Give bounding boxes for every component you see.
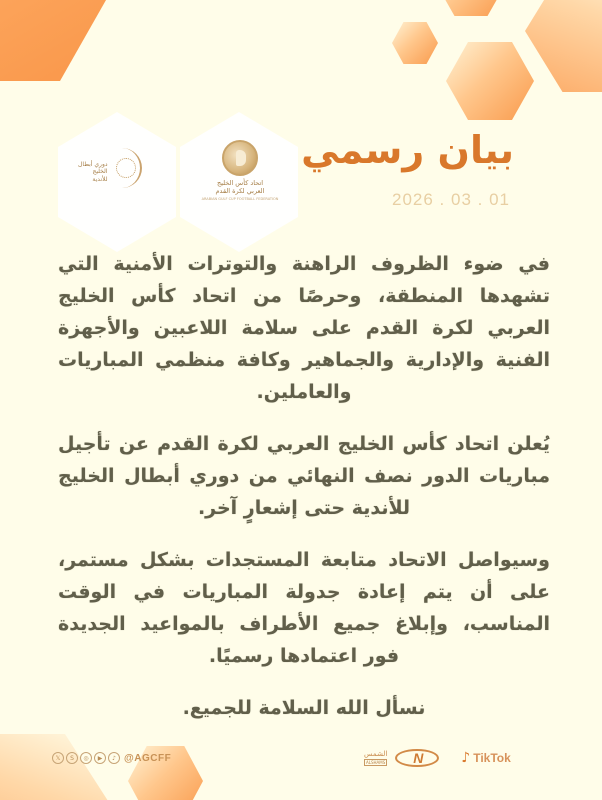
alshams-latin-text: ALSHAMS: [366, 759, 386, 765]
broadcast-partners: [364, 749, 511, 767]
instagram-icon[interactable]: ◎: [80, 752, 92, 764]
decorative-hexagon: [0, 0, 110, 81]
statement-body: [58, 248, 550, 744]
social-handle[interactable]: @AGCFF: [124, 752, 172, 764]
league-name-line1: دوري أبطال: [78, 161, 108, 169]
alshams-arabic-text: الشمس: [364, 749, 388, 758]
tiktok-label: TikTok: [473, 751, 511, 765]
n-channel-logo: N: [395, 749, 439, 767]
paragraph: وسيواصل الاتحاد متابعة المستجدات بشكل مستمر، على أن يتم إعادة جدولة المباريات في الوقت المناسب، وإبلاغ جميع الأطراف بالمواعيد الجديدة فور اعتمادها رسميًا.: [58, 549, 550, 667]
social-links: [52, 752, 171, 764]
page-title: بيان رسمي: [301, 128, 514, 172]
paragraph: في ضوء الظروف الراهنة والتوترات الأمنية التي تشهدها المنطقة، وحرصًا من اتحاد كأس الخليج العربي لكرة القدم على سلامة اللاعبين والأجهزة الفنية والإدارية والجماهير وكافة منظمي المباريات والعاملين.: [58, 253, 550, 403]
statement-date: 2026 . 03 . 01: [392, 190, 510, 209]
youtube-icon[interactable]: ▶: [94, 752, 106, 764]
decorative-hexagon: [446, 42, 534, 120]
decorative-hexagon: [392, 22, 438, 64]
paragraph: يُعلن اتحاد كأس الخليج العربي لكرة القدم عن تأجيل مباريات الدور نصف النهائي من دوري أبطال الخليج للأندية حتى إشعارٍ آخر.: [58, 433, 550, 519]
tiktok-logo-icon: ♪: [461, 750, 471, 766]
tiktok-icon[interactable]: ♪: [108, 752, 120, 764]
federation-name-english: ARABIAN GULF CUP FOOTBALL FEDERATION: [201, 196, 279, 201]
league-name-line2: الخليج: [92, 168, 108, 176]
federation-name-line1: اتحاد كأس الخليج: [216, 179, 264, 187]
league-logo-text: [78, 161, 108, 183]
league-logo: [78, 148, 158, 188]
tiktok-brand[interactable]: [461, 750, 511, 766]
league-name-line3: للأندية: [92, 175, 108, 183]
federation-name-line2: العربي لكرة القدم: [215, 186, 265, 195]
x-icon[interactable]: 𝕏: [52, 752, 64, 764]
league-emblem-icon: [112, 148, 142, 188]
closing-line: نسأل الله السلامة للجميع.: [182, 697, 426, 719]
federation-logo: [200, 140, 280, 201]
decorative-hexagon: [525, 0, 602, 92]
snapchat-icon[interactable]: S: [66, 752, 78, 764]
football-map-emblem-icon: [222, 140, 258, 176]
decorative-hexagon: [438, 0, 504, 16]
federation-logo-text: [202, 180, 279, 201]
alshams-channel-logo: [364, 751, 387, 766]
